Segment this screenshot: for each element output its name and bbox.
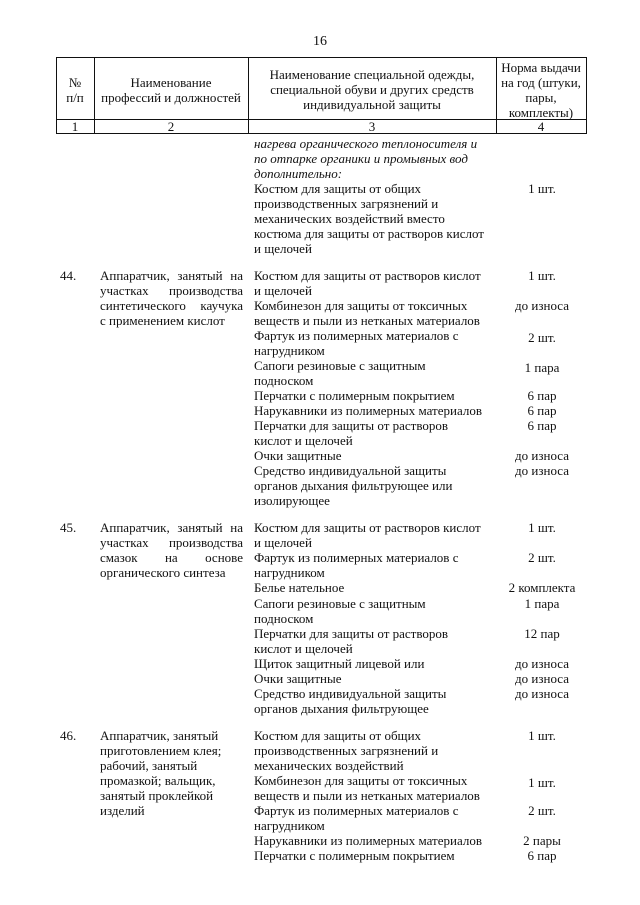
equipment-line: органов дыхания фильтрующее xyxy=(254,701,429,716)
profession-line: Аппаратчик, занятый xyxy=(100,728,219,743)
norm-value: 2 пары xyxy=(523,833,561,848)
norm-value: 1 шт. xyxy=(528,775,556,790)
equipment-line: Очки защитные xyxy=(254,448,342,463)
equipment-line: Нарукавники из полимерных материалов xyxy=(254,833,482,848)
norm-value: 1 шт. xyxy=(528,728,556,743)
continuation-item-line: костюма для защиты от растворов кислот xyxy=(254,226,484,241)
header-col-equipment: Наименование специальной одежды, специальной обуви и других средств индивидуальной защиты xyxy=(269,67,475,112)
norm-value: до износа xyxy=(515,448,569,463)
equipment-line: органов дыхания фильтрующее или xyxy=(254,478,453,493)
equipment-line: подноском xyxy=(254,373,314,388)
header-col-profession: Наименование профессий и должностей xyxy=(101,75,241,105)
norm-value: 1 пара xyxy=(524,360,560,375)
row-number: 45. xyxy=(60,520,77,535)
equipment-line: Сапоги резиновые с защитным xyxy=(254,358,426,373)
continuation-item-line: механических воздействий вместо xyxy=(254,211,445,226)
equipment-line: нагрудником xyxy=(254,343,325,358)
norm-value: 1 шт. xyxy=(528,520,556,535)
norm-value: до износа xyxy=(515,686,569,701)
equipment-line: Фартук из полимерных материалов с xyxy=(254,803,459,818)
profession-line: с применением кислот xyxy=(100,313,225,328)
equipment-line: кислот и щелочей xyxy=(254,641,353,656)
header-number-2: 2 xyxy=(167,119,175,134)
norm-value: до износа xyxy=(515,463,569,478)
norm-value: 2 шт. xyxy=(528,330,556,345)
equipment-line: Сапоги резиновые с защитным xyxy=(254,596,426,611)
equipment-line: производственных загрязнений и xyxy=(254,743,439,758)
continuation-note-line: нагрева органического теплоносителя и xyxy=(254,136,478,151)
norm-value: 2 комплекта xyxy=(508,580,576,595)
equipment-line: Комбинезон для защиты от токсичных xyxy=(254,298,468,313)
profession-line: промазкой; вальщик, xyxy=(100,773,216,788)
norm-value: 1 шт. xyxy=(528,268,556,283)
norm-value: 6 пар xyxy=(527,388,557,403)
equipment-line: Очки защитные xyxy=(254,671,342,686)
continuation-item-line: производственных загрязнений и xyxy=(254,196,439,211)
continuation-norm: 1 шт. xyxy=(528,181,556,196)
equipment-line: нагрудником xyxy=(254,565,325,580)
row-number: 44. xyxy=(60,268,77,283)
profession-line: синтетического каучука xyxy=(100,298,243,313)
equipment-line: нагрудником xyxy=(254,818,325,833)
equipment-line: изолирующее xyxy=(254,493,330,508)
profession-line: участках производства xyxy=(100,535,243,550)
profession-line: Аппаратчик, занятый на xyxy=(100,268,243,283)
profession-line: приготовлением клея; xyxy=(100,743,222,758)
header-col-number: № п/п xyxy=(66,75,84,105)
row-number: 46. xyxy=(60,728,77,743)
profession-line: органического синтеза xyxy=(100,565,226,580)
continuation-note-line: дополнительно: xyxy=(254,166,343,181)
equipment-line: Нарукавники из полимерных материалов xyxy=(254,403,482,418)
equipment-line: и щелочей xyxy=(254,283,312,298)
header-number-4: 4 xyxy=(537,119,545,134)
equipment-line: и щелочей xyxy=(254,535,312,550)
norm-value: 2 шт. xyxy=(528,550,556,565)
equipment-line: механических воздействий xyxy=(254,758,404,773)
profession-line: изделий xyxy=(100,803,145,818)
equipment-line: Белье нательное xyxy=(254,580,345,595)
equipment-line: Комбинезон для защиты от токсичных xyxy=(254,773,468,788)
equipment-line: Костюм для защиты от растворов кислот xyxy=(254,520,481,535)
equipment-line: Фартук из полимерных материалов с xyxy=(254,328,459,343)
equipment-line: Фартук из полимерных материалов с xyxy=(254,550,459,565)
norm-value: 12 пар xyxy=(524,626,560,641)
norm-value: 6 пар xyxy=(527,418,557,433)
norm-value: 1 пара xyxy=(524,596,560,611)
norm-value: до износа xyxy=(515,298,569,313)
header-number-1: 1 xyxy=(71,119,79,134)
equipment-line: Перчатки для защиты от растворов xyxy=(254,418,449,433)
equipment-line: Средство индивидуальной защиты xyxy=(254,686,447,701)
norm-value: 2 шт. xyxy=(528,803,556,818)
profession-line: занятый проклейкой xyxy=(100,788,214,803)
continuation-item-line: и щелочей xyxy=(254,241,312,256)
equipment-line: подноском xyxy=(254,611,314,626)
equipment-line: Перчатки с полимерным покрытием xyxy=(254,388,455,403)
profession-line: Аппаратчик, занятый на xyxy=(100,520,243,535)
profession-line: рабочий, занятый xyxy=(100,758,198,773)
profession-line: смазок на основе xyxy=(100,550,243,565)
header-number-3: 3 xyxy=(368,119,376,134)
norm-value: 6 пар xyxy=(527,848,557,863)
equipment-line: веществ и пыли из нетканых материалов xyxy=(254,313,480,328)
equipment-line: Костюм для защиты от общих xyxy=(254,728,422,743)
norm-value: до износа xyxy=(515,656,569,671)
equipment-line: Средство индивидуальной защиты xyxy=(254,463,447,478)
continuation-note-line: по отпарке органики и промывных вод xyxy=(254,151,468,166)
equipment-line: Костюм для защиты от растворов кислот xyxy=(254,268,481,283)
equipment-line: кислот и щелочей xyxy=(254,433,353,448)
norm-value: 6 пар xyxy=(527,403,557,418)
equipment-line: Перчатки с полимерным покрытием xyxy=(254,848,455,863)
equipment-line: Перчатки для защиты от растворов xyxy=(254,626,449,641)
profession-line: участках производства xyxy=(100,283,243,298)
equipment-line: веществ и пыли из нетканых материалов xyxy=(254,788,480,803)
header-col-norm: Норма выдачи на год (штуки, пары, комплекты) xyxy=(501,60,581,120)
page-number: 16 xyxy=(313,34,327,49)
continuation-item-line: Костюм для защиты от общих xyxy=(254,181,422,196)
equipment-line: Щиток защитный лицевой или xyxy=(254,656,425,671)
norm-value: до износа xyxy=(515,671,569,686)
